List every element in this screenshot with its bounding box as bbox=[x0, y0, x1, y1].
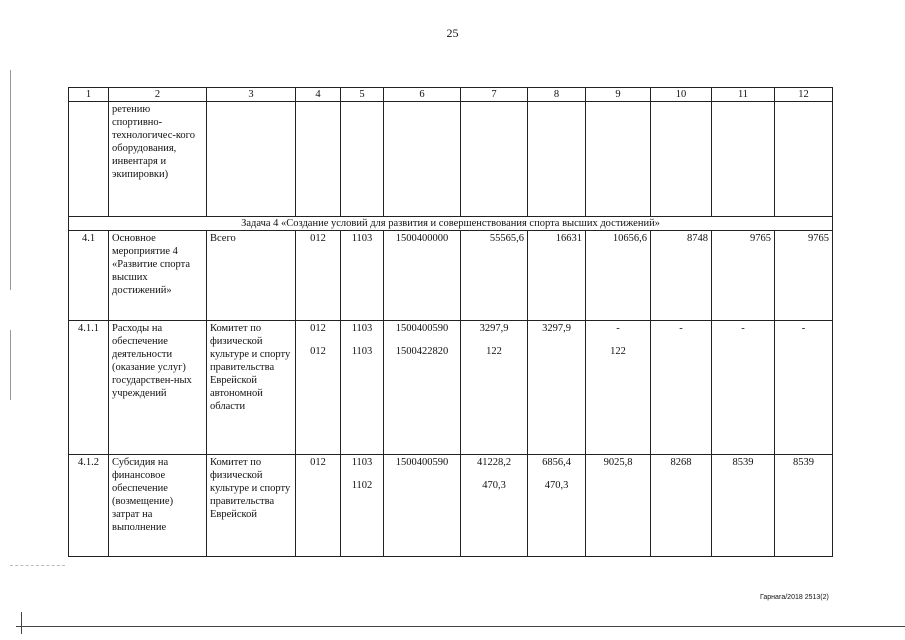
table-row bbox=[69, 455, 833, 557]
row-col7 bbox=[461, 102, 528, 217]
section-title-row bbox=[69, 217, 833, 231]
row-grbs: 012 bbox=[296, 455, 341, 557]
cell-line: 470,3 bbox=[482, 480, 506, 491]
cell-line: 1103 bbox=[351, 346, 373, 357]
cell-line: 1102 bbox=[351, 480, 373, 491]
cell-line: 6856,4 bbox=[542, 457, 571, 468]
row-col11: - bbox=[712, 321, 775, 455]
row-col8 bbox=[528, 102, 586, 217]
row-col9: 9025,8 bbox=[586, 455, 651, 557]
row-grbs bbox=[296, 321, 341, 455]
cell-line: 012 bbox=[310, 346, 326, 357]
row-col8 bbox=[528, 455, 586, 557]
bottom-tick bbox=[21, 612, 22, 634]
row-col7: 55565,6 bbox=[461, 231, 528, 321]
header-cell: 1 bbox=[69, 88, 109, 102]
row-number bbox=[69, 102, 109, 217]
cell-line: 470,3 bbox=[544, 480, 569, 491]
cell-line: 122 bbox=[610, 346, 626, 357]
scan-dash-line bbox=[10, 565, 65, 566]
header-cell: 5 bbox=[341, 88, 384, 102]
row-col12 bbox=[775, 102, 833, 217]
header-cell: 9 bbox=[586, 88, 651, 102]
header-cell: 4 bbox=[296, 88, 341, 102]
cell-line: 122 bbox=[486, 346, 502, 357]
row-col11 bbox=[712, 102, 775, 217]
row-csr: 1500400000 bbox=[384, 231, 461, 321]
footer-code: Гарнага/2018 2513(2) bbox=[760, 594, 829, 601]
cell-line: 012 bbox=[310, 323, 326, 334]
scan-margin-line bbox=[10, 70, 11, 290]
header-cell: 8 bbox=[528, 88, 586, 102]
header-cell: 2 bbox=[109, 88, 207, 102]
row-name: Расходы на обеспечение деятельности (оказание услуг) государствен-ных учреждений bbox=[109, 321, 207, 455]
row-name: ретению спортивно-технологичес-кого оборудования, инвентаря и экипировки) bbox=[109, 102, 207, 217]
table-row bbox=[69, 231, 833, 321]
header-cell: 3 bbox=[207, 88, 296, 102]
row-executor: Всего bbox=[207, 231, 296, 321]
header-cell: 11 bbox=[712, 88, 775, 102]
row-number: 4.1.1 bbox=[69, 321, 109, 455]
scan-margin-line bbox=[10, 330, 11, 400]
header-cell: 7 bbox=[461, 88, 528, 102]
row-number: 4.1.2 bbox=[69, 455, 109, 557]
row-col8: 16631 bbox=[528, 231, 586, 321]
header-cell: 10 bbox=[651, 88, 712, 102]
cell-line: - bbox=[616, 323, 620, 334]
header-cell: 6 bbox=[384, 88, 461, 102]
row-rzpr bbox=[341, 102, 384, 217]
row-col9: 10656,6 bbox=[586, 231, 651, 321]
row-col12: 8539 bbox=[775, 455, 833, 557]
row-csr bbox=[384, 321, 461, 455]
bottom-rule bbox=[16, 626, 905, 627]
header-cell: 12 bbox=[775, 88, 833, 102]
row-col10: 8748 bbox=[651, 231, 712, 321]
cell-line: 3297,9 bbox=[479, 323, 509, 334]
row-col11: 8539 bbox=[712, 455, 775, 557]
row-rzpr: 1103 bbox=[341, 231, 384, 321]
page-number: 25 bbox=[446, 26, 459, 40]
budget-table bbox=[68, 87, 833, 557]
cell-line: 1103 bbox=[351, 457, 373, 468]
row-name: Субсидия на финансовое обеспечение (возмещение) затрат на выполнение bbox=[109, 455, 207, 557]
row-rzpr bbox=[341, 321, 384, 455]
cell-line: 41228,2 bbox=[476, 457, 512, 468]
row-col9 bbox=[586, 102, 651, 217]
row-col10: - bbox=[651, 321, 712, 455]
row-name: Основное мероприятие 4 «Развитие спорта высших достижений» bbox=[109, 231, 207, 321]
row-grbs: 012 bbox=[296, 231, 341, 321]
row-col10: 8268 bbox=[651, 455, 712, 557]
table-row bbox=[69, 102, 833, 217]
row-col10 bbox=[651, 102, 712, 217]
row-grbs bbox=[296, 102, 341, 217]
table-row bbox=[69, 321, 833, 455]
row-rzpr bbox=[341, 455, 384, 557]
row-col8: 3297,9 bbox=[528, 321, 586, 455]
cell-line: 1500422820 bbox=[395, 346, 449, 357]
section-title: Задача 4 «Создание условий для развития и совершенствования спорта высших достижений» bbox=[69, 217, 833, 231]
row-number: 4.1 bbox=[69, 231, 109, 321]
row-executor: Комитет по физической культуре и спорту правительства Еврейской автономной области bbox=[207, 321, 296, 455]
cell-line: 1500400590 bbox=[395, 323, 449, 334]
row-executor: Комитет по физической культуре и спорту правительства Еврейской bbox=[207, 455, 296, 557]
row-col11: 9765 bbox=[712, 231, 775, 321]
header-row bbox=[69, 88, 833, 102]
row-col9 bbox=[586, 321, 651, 455]
row-executor bbox=[207, 102, 296, 217]
row-col7 bbox=[461, 455, 528, 557]
cell-line: 1103 bbox=[351, 323, 373, 334]
row-col12: 9765 bbox=[775, 231, 833, 321]
row-csr: 1500400590 bbox=[384, 455, 461, 557]
row-col12: - bbox=[775, 321, 833, 455]
row-csr bbox=[384, 102, 461, 217]
row-col7 bbox=[461, 321, 528, 455]
